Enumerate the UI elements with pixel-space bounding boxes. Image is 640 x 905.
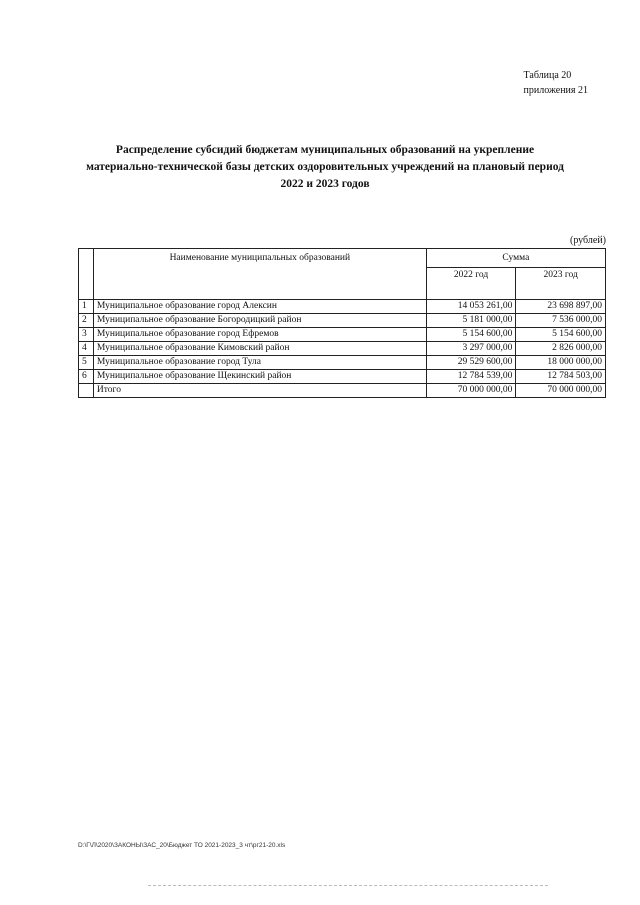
row-municipality: Муниципальное образование город Алексин <box>93 300 426 314</box>
total-row <box>79 384 606 398</box>
row-value-2022: 5 154 600,00 <box>426 328 516 342</box>
row-number: 5 <box>79 356 94 370</box>
table-row <box>79 314 606 328</box>
units-label: (рублей) <box>569 235 606 246</box>
row-municipality: Муниципальное образование город Ефремов <box>93 328 426 342</box>
row-value-2023: 5 154 600,00 <box>516 328 606 342</box>
total-number-cell <box>79 384 94 398</box>
file-path-footer: D:\Г\Л\2020\ЗАКОНЫ\ЗАС_20\Бюджет ТО 2021-2023_3 чт\рг21-20.xls <box>78 842 286 849</box>
row-municipality: Муниципальное образование Щекинский район <box>93 370 426 384</box>
row-value-2022: 12 784 539,00 <box>426 370 516 384</box>
title-line-1: Распределение субсидий бюджетам муниципальных образований на укрепление <box>115 144 535 156</box>
scan-artifact-line <box>148 885 548 886</box>
row-number: 6 <box>79 370 94 384</box>
appendix-table-number: Таблица 20 <box>523 70 572 81</box>
title-line-3: 2022 и 2023 годов <box>280 178 370 190</box>
document-title <box>60 142 590 193</box>
header-year-2022: 2022 год <box>426 267 516 299</box>
row-value-2023: 23 698 897,00 <box>516 300 606 314</box>
row-value-2023: 18 000 000,00 <box>516 356 606 370</box>
header-name-cell: Наименование муниципальных образований <box>93 249 426 300</box>
row-municipality: Муниципальное образование город Тула <box>93 356 426 370</box>
table-row <box>79 300 606 314</box>
header-year-2023: 2023 год <box>516 267 606 299</box>
table-body <box>79 300 606 398</box>
subsidy-table <box>78 248 606 398</box>
table-row <box>79 328 606 342</box>
appendix-reference <box>524 68 588 98</box>
header-number-cell <box>79 249 94 300</box>
row-value-2023: 12 784 503,00 <box>516 370 606 384</box>
header-sum-cell: Сумма <box>426 249 605 268</box>
row-number: 3 <box>79 328 94 342</box>
appendix-annex-number: приложения 21 <box>523 85 588 96</box>
total-value-2022: 70 000 000,00 <box>426 384 516 398</box>
total-value-2023: 70 000 000,00 <box>516 384 606 398</box>
row-number: 1 <box>79 300 94 314</box>
table-row <box>79 356 606 370</box>
row-value-2022: 29 529 600,00 <box>426 356 516 370</box>
row-value-2022: 3 297 000,00 <box>426 342 516 356</box>
total-label: Итого <box>93 384 426 398</box>
table-header <box>79 249 606 300</box>
row-value-2023: 2 826 000,00 <box>516 342 606 356</box>
table-row <box>79 370 606 384</box>
table-row <box>79 342 606 356</box>
row-value-2022: 5 181 000,00 <box>426 314 516 328</box>
row-municipality: Муниципальное образование Кимовский район <box>93 342 426 356</box>
row-number: 4 <box>79 342 94 356</box>
title-line-2: материально-технической базы детских оздоровительных учреждений на плановый период <box>86 161 564 173</box>
row-value-2023: 7 536 000,00 <box>516 314 606 328</box>
row-number: 2 <box>79 314 94 328</box>
row-municipality: Муниципальное образование Богородицкий район <box>93 314 426 328</box>
row-value-2022: 14 053 261,00 <box>426 300 516 314</box>
